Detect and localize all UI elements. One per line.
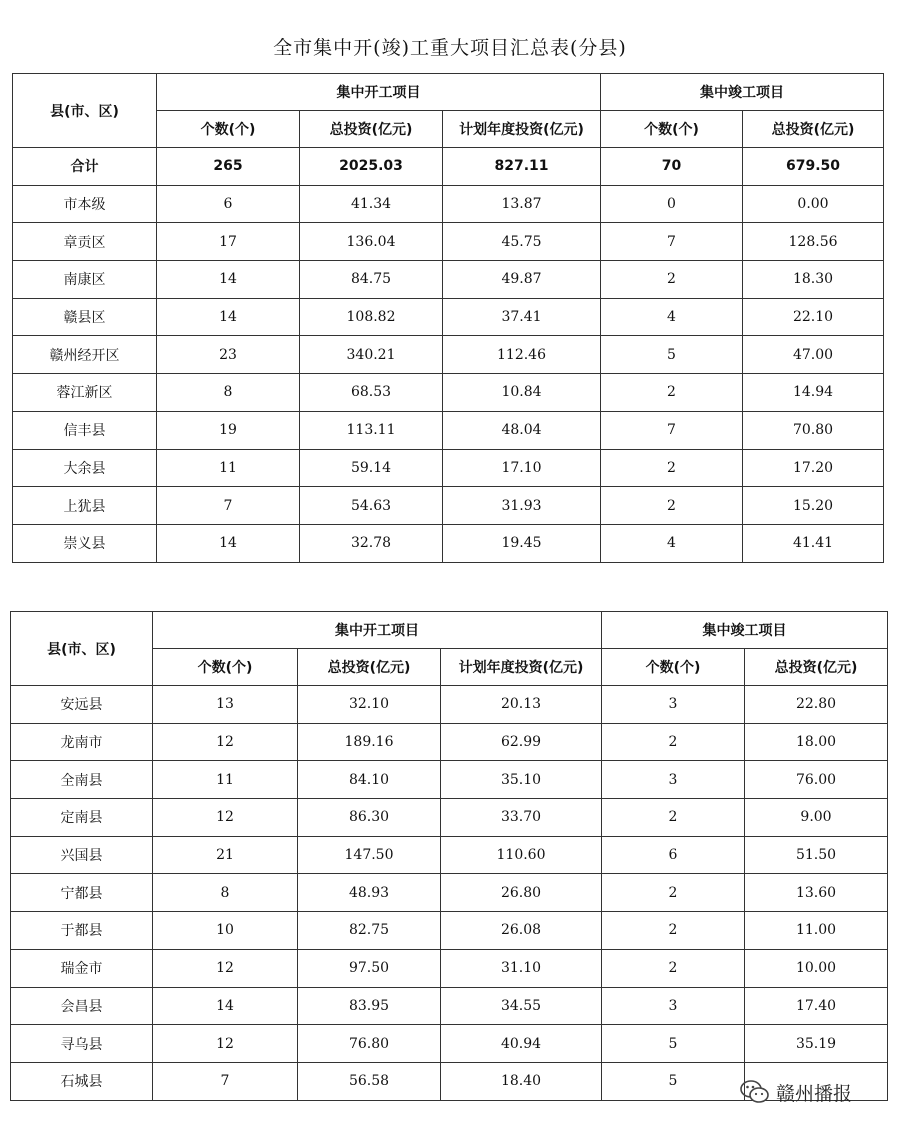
start-count-cell: 265 bbox=[157, 148, 300, 186]
finish-total-cell: 9.00 bbox=[745, 799, 888, 837]
table-row bbox=[11, 686, 888, 724]
finish-count-cell: 5 bbox=[601, 336, 743, 374]
start-total-cell: 41.34 bbox=[300, 185, 443, 223]
planned-annual-cell: 49.87 bbox=[443, 261, 601, 299]
planned-annual-header: 计划年度投资(亿元) bbox=[443, 111, 601, 148]
finish-total-cell: 17.20 bbox=[743, 449, 884, 487]
finish-total-cell: 22.10 bbox=[743, 298, 884, 336]
county-cell: 赣县区 bbox=[13, 298, 157, 336]
planned-annual-cell: 10.84 bbox=[443, 374, 601, 412]
finish-count-cell: 3 bbox=[602, 761, 745, 799]
county-cell: 于都县 bbox=[11, 912, 153, 950]
county-cell: 会昌县 bbox=[11, 987, 153, 1025]
start-total-cell: 108.82 bbox=[300, 298, 443, 336]
start-count-cell: 10 bbox=[153, 912, 298, 950]
table-row bbox=[11, 761, 888, 799]
table-row bbox=[13, 223, 884, 261]
start-total-cell: 83.95 bbox=[298, 987, 441, 1025]
start-total-cell: 56.58 bbox=[298, 1062, 441, 1100]
finish-count-cell: 2 bbox=[602, 799, 745, 837]
table-row bbox=[13, 524, 884, 562]
planned-annual-header: 计划年度投资(亿元) bbox=[441, 649, 602, 686]
finish-count-cell: 6 bbox=[602, 836, 745, 874]
summary-table-2 bbox=[10, 611, 888, 1101]
finish-total-cell: 11.00 bbox=[745, 912, 888, 950]
finish-total-cell: 128.56 bbox=[743, 223, 884, 261]
start-total-cell: 113.11 bbox=[300, 411, 443, 449]
finish-count-header: 个数(个) bbox=[601, 111, 743, 148]
finish-total-cell: 70.80 bbox=[743, 411, 884, 449]
county-cell: 南康区 bbox=[13, 261, 157, 299]
finish-total-cell: 76.00 bbox=[745, 761, 888, 799]
start-count-cell: 8 bbox=[153, 874, 298, 912]
county-cell: 全南县 bbox=[11, 761, 153, 799]
finish-count-cell: 2 bbox=[602, 912, 745, 950]
start-total-cell: 86.30 bbox=[298, 799, 441, 837]
county-header: 县(市、区) bbox=[13, 74, 157, 148]
start-total-cell: 84.10 bbox=[298, 761, 441, 799]
start-count-cell: 12 bbox=[153, 1025, 298, 1063]
table-row bbox=[13, 185, 884, 223]
finish-count-cell: 5 bbox=[602, 1025, 745, 1063]
page-title: 全市集中开(竣)工重大项目汇总表(分县) bbox=[273, 37, 627, 59]
county-cell: 上犹县 bbox=[13, 487, 157, 525]
watermark bbox=[740, 1074, 852, 1110]
table-row bbox=[11, 987, 888, 1025]
planned-annual-cell: 62.99 bbox=[441, 723, 602, 761]
finish-count-cell: 4 bbox=[601, 298, 743, 336]
finish-group-header: 集中竣工项目 bbox=[602, 612, 888, 649]
start-total-cell: 82.75 bbox=[298, 912, 441, 950]
finish-total-cell: 22.80 bbox=[745, 686, 888, 724]
table-row bbox=[11, 874, 888, 912]
finish-count-cell: 2 bbox=[602, 723, 745, 761]
start-count-cell: 21 bbox=[153, 836, 298, 874]
finish-total-cell: 51.50 bbox=[745, 836, 888, 874]
start-count-cell: 14 bbox=[157, 261, 300, 299]
start-total-cell: 76.80 bbox=[298, 1025, 441, 1063]
finish-total-cell: 18.30 bbox=[743, 261, 884, 299]
planned-annual-cell: 45.75 bbox=[443, 223, 601, 261]
finish-count-cell: 5 bbox=[602, 1062, 745, 1100]
start-count-cell: 14 bbox=[153, 987, 298, 1025]
table-row bbox=[13, 449, 884, 487]
county-cell: 信丰县 bbox=[13, 411, 157, 449]
table-row bbox=[11, 836, 888, 874]
finish-count-cell: 3 bbox=[602, 686, 745, 724]
county-cell: 寻乌县 bbox=[11, 1025, 153, 1063]
table-row bbox=[11, 723, 888, 761]
table-row bbox=[11, 949, 888, 987]
start-total-cell: 84.75 bbox=[300, 261, 443, 299]
table-row bbox=[11, 1025, 888, 1063]
county-cell: 章贡区 bbox=[13, 223, 157, 261]
planned-annual-cell: 110.60 bbox=[441, 836, 602, 874]
start-count-cell: 14 bbox=[157, 298, 300, 336]
start-total-cell: 147.50 bbox=[298, 836, 441, 874]
finish-total-cell: 0.00 bbox=[743, 185, 884, 223]
county-cell: 安远县 bbox=[11, 686, 153, 724]
table-row bbox=[11, 799, 888, 837]
planned-annual-cell: 26.80 bbox=[441, 874, 602, 912]
start-count-cell: 6 bbox=[157, 185, 300, 223]
county-cell: 石城县 bbox=[11, 1062, 153, 1100]
finish-total-cell: 14.94 bbox=[743, 374, 884, 412]
county-cell: 龙南市 bbox=[11, 723, 153, 761]
finish-count-cell: 4 bbox=[601, 524, 743, 562]
planned-annual-cell: 26.08 bbox=[441, 912, 602, 950]
finish-total-cell: 47.00 bbox=[743, 336, 884, 374]
county-header: 县(市、区) bbox=[11, 612, 153, 686]
finish-total-cell: 679.50 bbox=[743, 148, 884, 186]
total-row bbox=[13, 148, 884, 186]
table-row bbox=[13, 261, 884, 299]
finish-count-cell: 7 bbox=[601, 223, 743, 261]
start-total-cell: 32.78 bbox=[300, 524, 443, 562]
start-count-cell: 12 bbox=[153, 949, 298, 987]
start-count-cell: 12 bbox=[153, 723, 298, 761]
planned-annual-cell: 40.94 bbox=[441, 1025, 602, 1063]
start-count-cell: 17 bbox=[157, 223, 300, 261]
finish-count-cell: 2 bbox=[602, 949, 745, 987]
county-cell: 定南县 bbox=[11, 799, 153, 837]
planned-annual-cell: 37.41 bbox=[443, 298, 601, 336]
start-count-cell: 7 bbox=[153, 1062, 298, 1100]
planned-annual-cell: 31.10 bbox=[441, 949, 602, 987]
finish-total-cell: 41.41 bbox=[743, 524, 884, 562]
start-count-cell: 23 bbox=[157, 336, 300, 374]
finish-total-cell: 35.19 bbox=[745, 1025, 888, 1063]
planned-annual-cell: 33.70 bbox=[441, 799, 602, 837]
county-cell: 崇义县 bbox=[13, 524, 157, 562]
finish-count-cell: 70 bbox=[601, 148, 743, 186]
table-row bbox=[13, 411, 884, 449]
county-cell: 瑞金市 bbox=[11, 949, 153, 987]
planned-annual-cell: 35.10 bbox=[441, 761, 602, 799]
start-total-cell: 136.04 bbox=[300, 223, 443, 261]
county-cell: 合计 bbox=[13, 148, 157, 186]
county-cell: 大余县 bbox=[13, 449, 157, 487]
planned-annual-cell: 18.40 bbox=[441, 1062, 602, 1100]
planned-annual-cell: 34.55 bbox=[441, 987, 602, 1025]
planned-annual-cell: 31.93 bbox=[443, 487, 601, 525]
start-count-header: 个数(个) bbox=[153, 649, 298, 686]
start-total-cell: 97.50 bbox=[298, 949, 441, 987]
start-count-cell: 12 bbox=[153, 799, 298, 837]
start-total-cell: 68.53 bbox=[300, 374, 443, 412]
finish-total-cell: 10.00 bbox=[745, 949, 888, 987]
finish-count-cell: 7 bbox=[601, 411, 743, 449]
table-row bbox=[11, 912, 888, 950]
finish-total-cell: 17.40 bbox=[745, 987, 888, 1025]
start-group-header: 集中开工项目 bbox=[157, 74, 601, 111]
finish-total-cell: 15.20 bbox=[743, 487, 884, 525]
finish-count-cell: 2 bbox=[602, 874, 745, 912]
county-cell: 宁都县 bbox=[11, 874, 153, 912]
start-total-cell: 2025.03 bbox=[300, 148, 443, 186]
start-count-cell: 19 bbox=[157, 411, 300, 449]
start-group-header: 集中开工项目 bbox=[153, 612, 602, 649]
finish-count-cell: 0 bbox=[601, 185, 743, 223]
finish-total-cell: 13.60 bbox=[745, 874, 888, 912]
finish-total-cell: 18.00 bbox=[745, 723, 888, 761]
start-count-cell: 8 bbox=[157, 374, 300, 412]
table-row bbox=[13, 374, 884, 412]
start-total-header: 总投资(亿元) bbox=[298, 649, 441, 686]
start-total-header: 总投资(亿元) bbox=[300, 111, 443, 148]
finish-total-header: 总投资(亿元) bbox=[745, 649, 888, 686]
finish-count-cell: 3 bbox=[602, 987, 745, 1025]
planned-annual-cell: 48.04 bbox=[443, 411, 601, 449]
county-cell: 赣州经开区 bbox=[13, 336, 157, 374]
planned-annual-cell: 19.45 bbox=[443, 524, 601, 562]
finish-group-header: 集中竣工项目 bbox=[601, 74, 884, 111]
county-cell: 兴国县 bbox=[11, 836, 153, 874]
planned-annual-cell: 13.87 bbox=[443, 185, 601, 223]
summary-table-1 bbox=[12, 73, 884, 563]
finish-count-header: 个数(个) bbox=[602, 649, 745, 686]
planned-annual-cell: 20.13 bbox=[441, 686, 602, 724]
start-total-cell: 189.16 bbox=[298, 723, 441, 761]
wechat-icon bbox=[740, 1079, 770, 1105]
start-count-cell: 11 bbox=[157, 449, 300, 487]
finish-count-cell: 2 bbox=[601, 449, 743, 487]
finish-count-cell: 2 bbox=[601, 261, 743, 299]
finish-total-header: 总投资(亿元) bbox=[743, 111, 884, 148]
finish-count-cell: 2 bbox=[601, 487, 743, 525]
start-count-cell: 11 bbox=[153, 761, 298, 799]
county-cell: 市本级 bbox=[13, 185, 157, 223]
start-total-cell: 59.14 bbox=[300, 449, 443, 487]
start-total-cell: 340.21 bbox=[300, 336, 443, 374]
start-count-cell: 13 bbox=[153, 686, 298, 724]
county-cell: 蓉江新区 bbox=[13, 374, 157, 412]
table-row bbox=[13, 487, 884, 525]
planned-annual-cell: 827.11 bbox=[443, 148, 601, 186]
start-total-cell: 48.93 bbox=[298, 874, 441, 912]
start-count-cell: 7 bbox=[157, 487, 300, 525]
start-count-header: 个数(个) bbox=[157, 111, 300, 148]
watermark-text: 赣州播报 bbox=[776, 1082, 853, 1105]
table-row bbox=[13, 298, 884, 336]
table-row bbox=[13, 336, 884, 374]
planned-annual-cell: 17.10 bbox=[443, 449, 601, 487]
start-total-cell: 54.63 bbox=[300, 487, 443, 525]
finish-count-cell: 2 bbox=[601, 374, 743, 412]
start-total-cell: 32.10 bbox=[298, 686, 441, 724]
planned-annual-cell: 112.46 bbox=[443, 336, 601, 374]
start-count-cell: 14 bbox=[157, 524, 300, 562]
